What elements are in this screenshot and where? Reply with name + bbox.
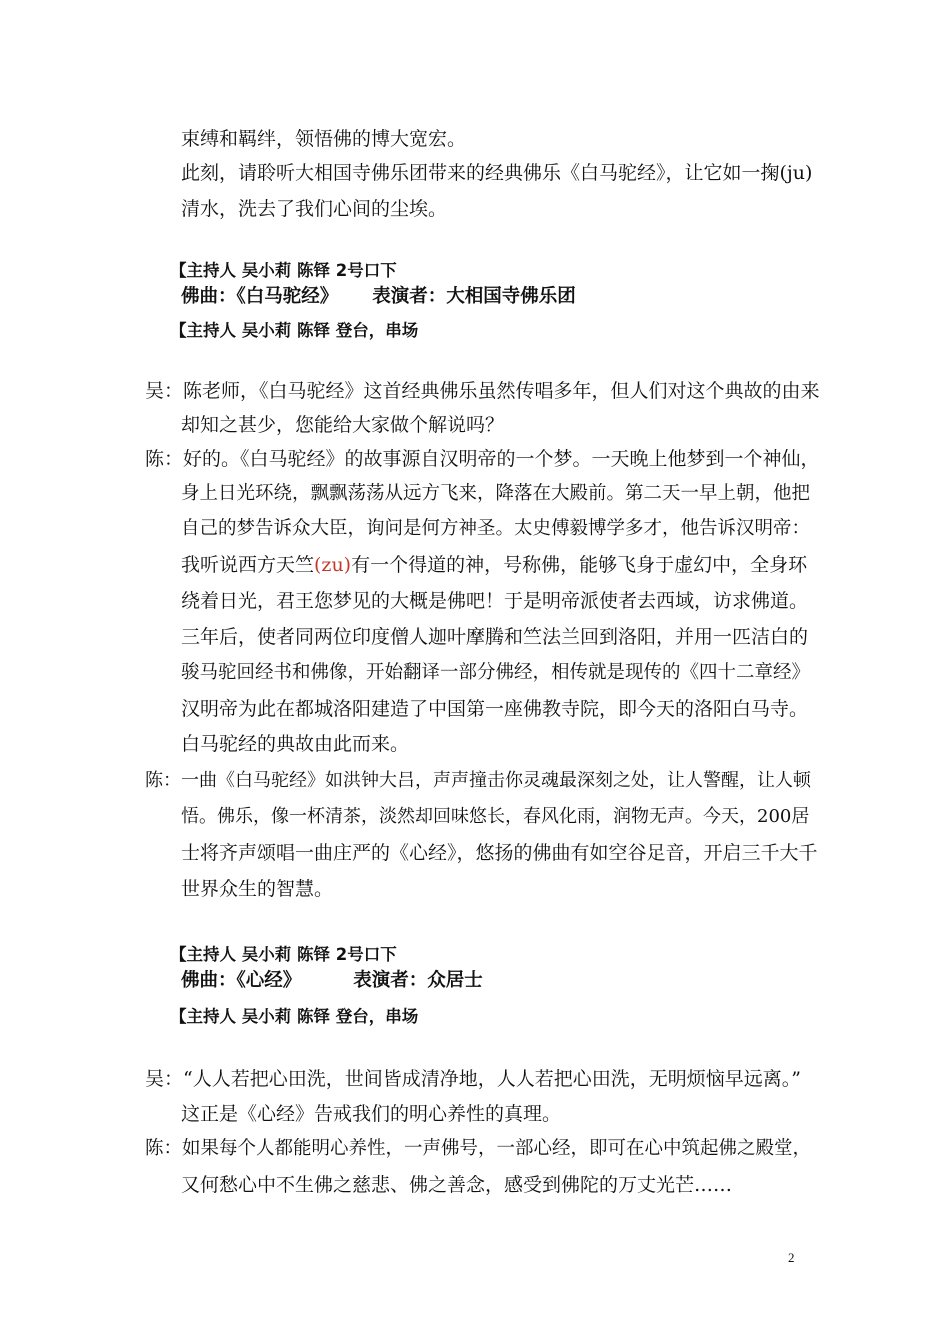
- page-number: 2: [788, 1250, 795, 1265]
- dialogue-line: 绕着日光，君王您梦见的大概是佛吧！于是明帝派使者去西域，访求佛道。: [181, 590, 809, 612]
- dialogue-line: 却知之甚少，您能给大家做个解说吗？: [181, 414, 505, 436]
- dialogue-line: 这正是《心经》告戒我们的明心养性的真理。: [181, 1103, 562, 1125]
- program-item: [181, 284, 576, 310]
- dialogue-line: 身上日光环绕，飘飘荡荡从远方飞来，降落在大殿前。第二天一早上朝，他把: [181, 483, 811, 504]
- dialogue-line: 三年后，使者同两位印度僧人迦叶摩腾和竺法兰回到洛阳，并用一匹洁白的: [181, 626, 809, 648]
- song-title: 佛曲：《心经》: [181, 970, 302, 991]
- dialogue-line: 陈：如果每个人都能明心养性，一声佛号，一部心经，即可在心中筑起佛之殿堂，: [145, 1138, 812, 1159]
- dialogue-line: 我听说西方天竺(zu)有一个得道的神，号称佛，能够飞身于虚幻中，全身环: [181, 554, 808, 576]
- intro-line-2: 此刻，请聆听大相国寺佛乐团带来的经典佛乐《白马驼经》，让它如一掬(ju): [181, 162, 813, 184]
- program-item: [181, 968, 483, 994]
- dialogue-line: 士将齐声颂唱一曲庄严的《心经》，悠扬的佛曲有如空谷足音，开启三千大千: [181, 842, 818, 864]
- dialogue-line: 又何愁心中不生佛之慈悲、佛之善念，感受到佛陀的万丈光芒……: [181, 1174, 733, 1196]
- dialogue-line: 陈：一曲《白马驼经》如洪钟大吕，声声撞击你灵魂最深刻之处，让人警醒，让人顿: [145, 770, 811, 791]
- stage-cue-offstage: 【主持人 吴小莉 陈铎 2号口下: [170, 945, 397, 964]
- stage-cue-onstage: 【主持人 吴小莉 陈铎 登台，串场: [170, 1007, 419, 1026]
- dialogue-line: 骏马驼回经书和佛像，开始翻译一部分佛经，相传就是现传的《四十二章经》: [181, 662, 811, 683]
- dialogue-line: 吴：陈老师，《白马驼经》这首经典佛乐虽然传唱多年，但人们对这个典故的由来: [145, 380, 820, 402]
- performer: 表演者：大相国寺佛乐团: [372, 286, 576, 307]
- dialogue-line: 吴：“人人若把心田洗，世间皆成清净地，人人若把心田洗，无明烦恼早远离。”: [145, 1068, 801, 1090]
- dialogue-line: 悟。佛乐，像一杯清茶，淡然却回味悠长，春风化雨，润物无声。今天，200居: [181, 806, 810, 827]
- dialogue-line: 汉明帝为此在都城洛阳建造了中国第一座佛教寺院，即今天的洛阳白马寺。: [181, 698, 809, 720]
- dialogue-line: 白马驼经的典故由此而来。: [181, 733, 410, 755]
- performer: 表演者：众居士: [353, 970, 483, 991]
- pinyin-annotation: (zu): [314, 554, 352, 576]
- intro-line-1: 束缚和羁绊，领悟佛的博大宽宏。: [181, 128, 467, 150]
- song-title: 佛曲：《白马驼经》: [181, 286, 339, 307]
- stage-cue-offstage: 【主持人 吴小莉 陈铎 2号口下: [170, 261, 397, 280]
- intro-line-3: 清水，洗去了我们心间的尘埃。: [181, 198, 448, 220]
- dialogue-line: 陈：好的。《白马驼经》的故事源自汉明帝的一个梦。一天晚上他梦到一个神仙，: [145, 448, 820, 470]
- stage-cue-onstage: 【主持人 吴小莉 陈铎 登台，串场: [170, 321, 419, 340]
- dialogue-line: 世界众生的智慧。: [181, 878, 334, 900]
- dialogue-line: 自己的梦告诉众大臣，询问是何方神圣。太史傅毅博学多才，他告诉汉明帝：: [181, 518, 811, 539]
